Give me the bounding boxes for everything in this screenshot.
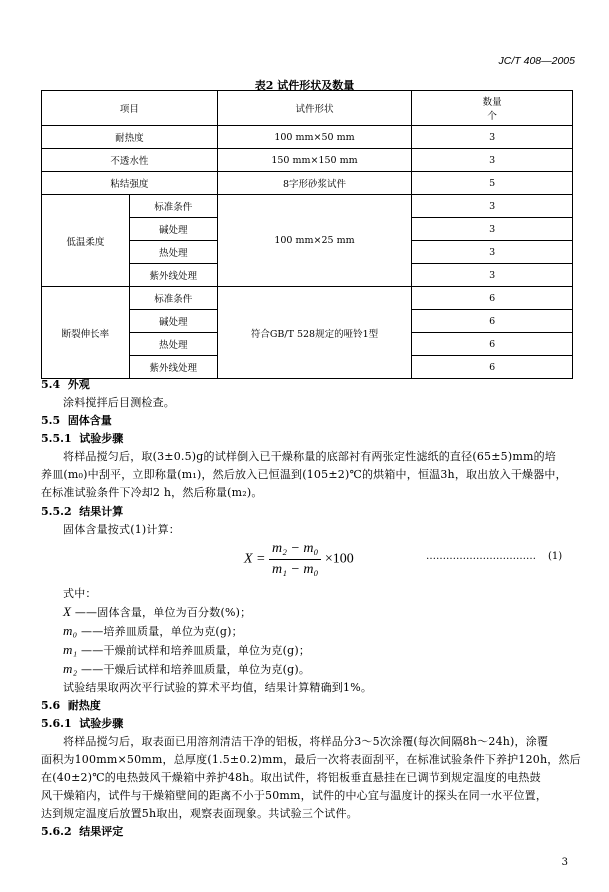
variable-definition: m₁ ——干燥前试样和培养皿质量，单位为克(g)；: [63, 642, 311, 657]
section-5-6-heading: 5.6 耐热度: [41, 699, 101, 712]
formula-number: (1): [548, 551, 563, 562]
col-qty: 数量 个: [412, 91, 573, 126]
section-5-6-1-heading: 5.6.1 试验步骤: [41, 717, 124, 730]
table-row: 紫外线处理 6: [42, 356, 573, 379]
section-5-4-heading: 5.4 外观: [41, 378, 90, 391]
specimen-table: [41, 90, 573, 379]
table-header-row: [42, 91, 573, 126]
section-5-5-1-line: 养皿(m₀)中刮平，立即称量(m₁)，然后放入已恒温到(105±2)℃的烘箱中，恒温3h，取出放入干燥器中，: [41, 468, 567, 481]
formula-leader: ……………………………: [426, 551, 536, 562]
where-label: 式中：: [63, 587, 97, 600]
table-row: 低温柔度 标准条件 100 mm×25 mm 3: [42, 195, 573, 218]
table-row: 不透水性 150 mm×150 mm 3: [42, 149, 573, 172]
col-shape: 试件形状: [217, 91, 412, 126]
variable-definition: X ——固体含量，单位为百分数(%)；: [63, 604, 252, 619]
section-5-5-2-heading: 5.5.2 结果计算: [41, 505, 124, 518]
solid-content-formula: X = $\frac{\text{m₂ − m₀}}{\text{m₁ − m₀}}$ ×100: [244, 541, 354, 577]
table-row: 断裂伸长率 标准条件 符合GB/T 528规定的哑铃1型 6: [42, 287, 573, 310]
page-number: 3: [561, 857, 568, 868]
table-row: 热处理 3: [42, 241, 573, 264]
table-row: 紫外线处理 3: [42, 264, 573, 287]
table-row: 碱处理 3: [42, 218, 573, 241]
section-5-5-1-heading: 5.5.1 试验步骤: [41, 432, 124, 445]
col-item: 项目: [42, 91, 218, 126]
section-5-5-1-line: 将样品搅匀后，取(3±0.5)g的试样倒入已干燥称量的底部衬有两张定性滤纸的直径(65±5)mm的培: [63, 450, 556, 463]
variable-definition: m₀ ——培养皿质量，单位为克(g)；: [63, 623, 243, 638]
section-5-6-1-line: 将样品搅匀后，取表面已用溶剂清洁干净的铝板，将样品分3～5次涂覆(每次间隔8h～24h)，涂覆: [63, 735, 549, 748]
section-5-5-1-line: 在标准试验条件下冷却2 h，然后称量(m₂)。: [41, 486, 263, 499]
section-5-6-1-line: 达到规定温度后放置5h取出，观察表面现象。共试验三个试件。: [41, 807, 358, 820]
table-row: 耐热度 100 mm×50 mm 3: [42, 126, 573, 149]
table-row: 热处理 6: [42, 333, 573, 356]
table-caption: 表2 试件形状及数量: [254, 79, 355, 92]
section-5-5-heading: 5.5 固体含量: [41, 414, 112, 427]
table-row: 碱处理 6: [42, 310, 573, 333]
variable-definition: m₂ ——干燥后试样和培养皿质量，单位为克(g)。: [63, 661, 311, 676]
section-5-6-1-line: 风干燥箱内，试件与干燥箱壁间的距离不小于50mm，试件的中心宜与温度计的探头在同一水平位置，: [41, 789, 548, 802]
formula-intro: 固体含量按式(1)计算：: [63, 523, 180, 536]
result-note: 试验结果取两次平行试验的算术平均值，结果计算精确到1%。: [63, 681, 373, 694]
section-5-6-1-line: 在(40±2)℃的电热鼓风干燥箱中养护48h。取出试件，将铝板垂直悬挂在已调节到规定温度的电热鼓: [41, 771, 541, 784]
section-5-6-1-line: 面积为100mm×50mm，总厚度(1.5±0.2)mm，最后一次将表面刮平，在标准试验条件下养护120h，然后: [41, 753, 581, 766]
table-row: 粘结强度 8字形砂浆试件 5: [42, 172, 573, 195]
section-5-4-text: 涂料搅拌后目测检查。: [63, 396, 175, 409]
section-5-6-2-heading: 5.6.2 结果评定: [41, 825, 124, 838]
standard-id: JC/T 408—2005: [498, 55, 575, 67]
